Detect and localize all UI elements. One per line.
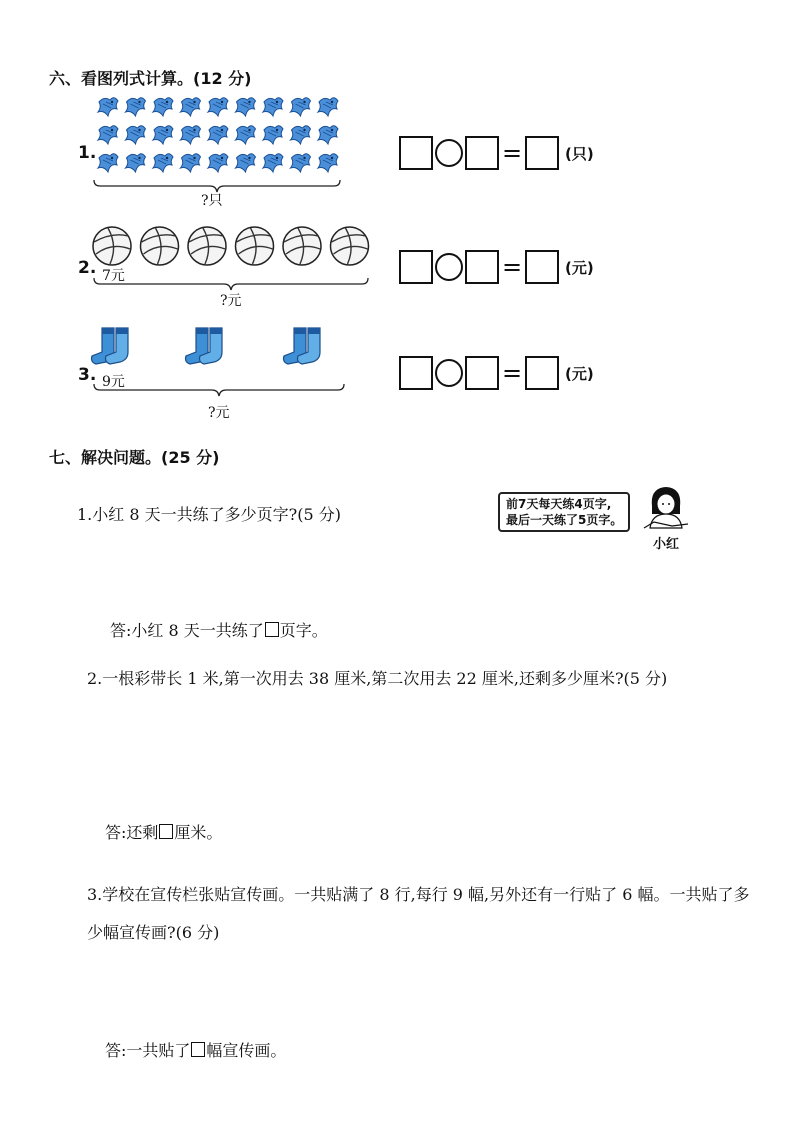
equals-sign: = bbox=[501, 253, 523, 281]
problem-1-equation bbox=[399, 136, 594, 170]
bird-icon bbox=[98, 154, 118, 172]
bird-icon bbox=[291, 98, 311, 116]
bird-icon bbox=[126, 154, 146, 172]
problem-2-number: 2. bbox=[78, 258, 97, 278]
question-2-answer bbox=[105, 820, 222, 843]
unit-label: (只) bbox=[565, 144, 594, 163]
bird-icon bbox=[181, 98, 201, 116]
bird-icon bbox=[236, 98, 256, 116]
answer-box[interactable] bbox=[399, 136, 433, 170]
problem-3-number: 3. bbox=[78, 365, 97, 385]
answer-box[interactable] bbox=[399, 356, 433, 390]
bubble-line-2: 最后一天练了5页字。 bbox=[506, 513, 623, 527]
operator-circle[interactable] bbox=[435, 253, 463, 281]
answer-blank[interactable] bbox=[191, 1042, 205, 1057]
volleyball-icon bbox=[93, 227, 131, 265]
problem-1-total-label: ?只 bbox=[201, 193, 223, 209]
answer-blank[interactable] bbox=[159, 824, 173, 839]
answer-box[interactable] bbox=[525, 250, 559, 284]
speech-bubble bbox=[498, 492, 630, 532]
bird-icon bbox=[153, 98, 173, 116]
bird-icon bbox=[236, 154, 256, 172]
problem-2-equation bbox=[399, 250, 594, 284]
bird-icon bbox=[318, 126, 338, 144]
answer-box[interactable] bbox=[465, 136, 499, 170]
bird-icon bbox=[98, 98, 118, 116]
bird-icon bbox=[181, 126, 201, 144]
volleyball-icon bbox=[236, 227, 274, 265]
answer-box[interactable] bbox=[399, 250, 433, 284]
bird-icon bbox=[236, 126, 256, 144]
problem-3-item-label: 9元 bbox=[102, 374, 125, 390]
answer-box[interactable] bbox=[525, 356, 559, 390]
volleyball-row bbox=[90, 222, 375, 272]
girl-illustration bbox=[642, 484, 690, 530]
bird-icon bbox=[126, 126, 146, 144]
character-name: 小红 bbox=[653, 537, 680, 552]
answer-blank[interactable] bbox=[265, 622, 279, 637]
bird-icon bbox=[208, 98, 228, 116]
answer-suffix: 厘米。 bbox=[174, 823, 223, 842]
volleyball-icon bbox=[331, 227, 369, 265]
answer-prefix: 答:一共贴了 bbox=[105, 1041, 191, 1060]
bird-icon bbox=[318, 154, 338, 172]
question-3-text: 3.学校在宣传栏张贴宣传画。一共贴满了 8 行,每行 9 幅,另外还有一行贴了 6 幅。一共贴了多少幅宣传画?(6 分) bbox=[87, 885, 750, 942]
question-1-answer bbox=[110, 618, 328, 641]
sock-row bbox=[90, 324, 350, 374]
section-7-title: 七、解决问题。(25 分) bbox=[49, 448, 220, 467]
operator-circle[interactable] bbox=[435, 359, 463, 387]
bird-icon bbox=[98, 126, 118, 144]
answer-prefix: 答:小红 8 天一共练了 bbox=[110, 621, 264, 640]
unit-label: (元) bbox=[565, 258, 594, 277]
volleyball-icon bbox=[188, 227, 226, 265]
bubble-line-1: 前7天每天练4页字, bbox=[506, 497, 612, 511]
question-2-text: 2.一根彩带长 1 米,第一次用去 38 厘米,第二次用去 22 厘米,还剩多少厘米?(5 分) bbox=[87, 669, 668, 688]
bird-icon bbox=[263, 126, 283, 144]
bird-icon bbox=[263, 154, 283, 172]
bird-group bbox=[92, 94, 342, 190]
volleyball-icon bbox=[283, 227, 321, 265]
section-6-title: 六、看图列式计算。(12 分) bbox=[49, 69, 252, 88]
question-3-answer bbox=[105, 1038, 286, 1061]
sock-pair-icon bbox=[186, 328, 223, 364]
answer-box[interactable] bbox=[465, 250, 499, 284]
problem-2-item-label: 7元 bbox=[102, 268, 125, 284]
bird-icon bbox=[181, 154, 201, 172]
sock-pair-icon bbox=[284, 328, 321, 364]
bird-icon bbox=[291, 126, 311, 144]
bird-icon bbox=[263, 98, 283, 116]
bird-icon bbox=[208, 126, 228, 144]
answer-prefix: 答:还剩 bbox=[105, 823, 159, 842]
sock-pair-icon bbox=[92, 328, 129, 364]
equals-sign: = bbox=[501, 139, 523, 167]
unit-label: (元) bbox=[565, 364, 594, 383]
answer-box[interactable] bbox=[465, 356, 499, 390]
bird-icon bbox=[153, 154, 173, 172]
bird-icon bbox=[208, 154, 228, 172]
problem-3-equation bbox=[399, 356, 594, 390]
operator-circle[interactable] bbox=[435, 139, 463, 167]
problem-2-total-label: ?元 bbox=[220, 293, 242, 309]
answer-suffix: 幅宣传画。 bbox=[206, 1041, 287, 1060]
answer-box[interactable] bbox=[525, 136, 559, 170]
answer-suffix: 页字。 bbox=[279, 621, 328, 640]
bird-icon bbox=[126, 98, 146, 116]
volleyball-icon bbox=[141, 227, 179, 265]
bird-icon bbox=[291, 154, 311, 172]
brace-3 bbox=[92, 382, 348, 398]
equals-sign: = bbox=[501, 359, 523, 387]
bird-icon bbox=[153, 126, 173, 144]
bird-icon bbox=[318, 98, 338, 116]
question-1-text: 1.小红 8 天一共练了多少页字?(5 分) bbox=[77, 505, 341, 524]
problem-3-total-label: ?元 bbox=[208, 405, 230, 421]
problem-1-number: 1. bbox=[78, 143, 97, 163]
